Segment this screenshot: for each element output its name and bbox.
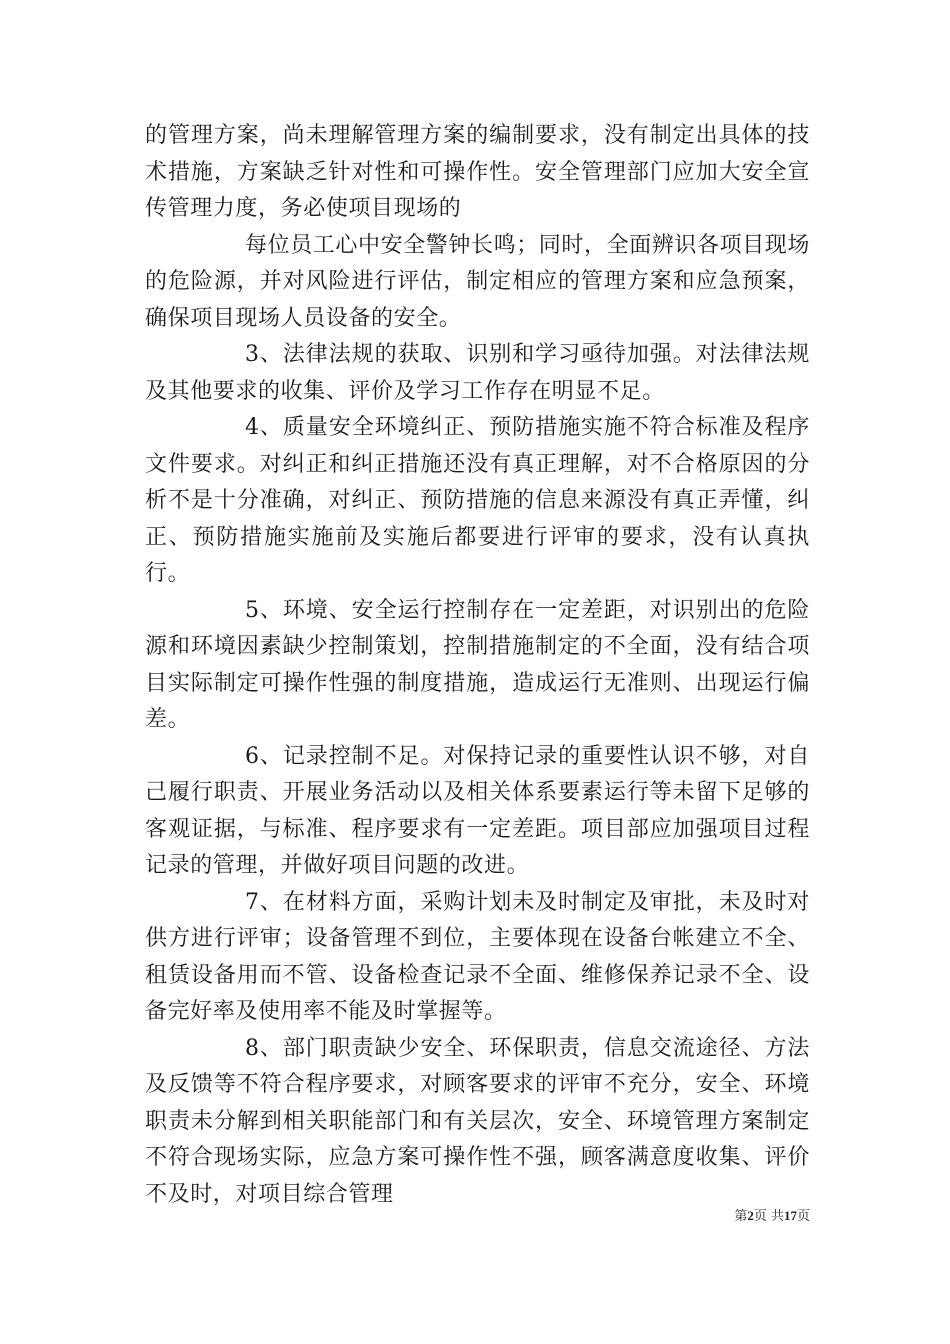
footer-middle: 页 共 [753,1209,784,1224]
paragraph-6: 6、记录控制不足。对保持记录的重要性认识不够，对自己履行职责、开展业务活动以及相关体系要素运行等未留下足够的客观证据，与标准、程序要求有一定差距。项目部应加强项目过程记录的管理，并做好项目问题的改进。 [145,743,810,878]
paragraph-4: 4、质量安全环境纠正、预防措施实施不符合标准及程序文件要求。对纠正和纠正措施还没有真正理解，对不合格原因的分析不是十分准确，对纠正、预防措施的信息来源没有真正弄懂，纠正、预防措施实施前及实施后都要进行评审的要求，没有认真执行。 [145,415,810,586]
paragraph-3: 3、法律法规的获取、识别和学习亟待加强。对法律法规及其他要求的收集、评价及学习工作存在明显不足。 [145,342,810,404]
paragraph-2: 每位员工心中安全警钟长鸣；同时，全面辨识各项目现场的危险源，并对风险进行评估，制定相应的管理方案和应急预案，确保项目现场人员设备的安全。 [145,232,811,331]
page-footer [690,1205,810,1224]
paragraph-7: 7、在材料方面，采购计划未及时制定及审批，未及时对供方进行评审；设备管理不到位，主要体现在设备台帐建立不全、租赁设备用而不管、设备检查记录不全面、维修保养记录不全、设备完好率及使用率不能及时掌握等。 [145,889,810,1024]
paragraph-5: 5、环境、安全运行控制存在一定差距，对识别出的危险源和环境因素缺少控制策划，控制措施制定的不全面，没有结合项目实际制定可操作性强的制度措施，造成运行无准则、出现运行偏差。 [145,597,810,732]
footer-page-number: 2 [747,1208,754,1223]
footer-total-pages: 17 [783,1208,797,1223]
paragraph-8: 8、部门职责缺少安全、环保职责，信息交流途径、方法及反馈等不符合程序要求，对顾客要求的评审不充分，安全、环境职责未分解到相关职能部门和有关层次，安全、环境管理方案制定不符合现场实际，应急方案可操作性不强，顾客满意度收集、评价不及时，对项目综合管理 [145,1035,810,1207]
footer-suffix: 页 [796,1209,810,1224]
document-body [145,118,810,1213]
paragraph-1: 的管理方案，尚未理解管理方案的编制要求，没有制定出具体的技术措施，方案缺乏针对性和可操作性。安全管理部门应加大安全宣传管理力度，务必使项目现场的 [145,123,810,221]
footer-prefix: 第 [734,1209,748,1224]
